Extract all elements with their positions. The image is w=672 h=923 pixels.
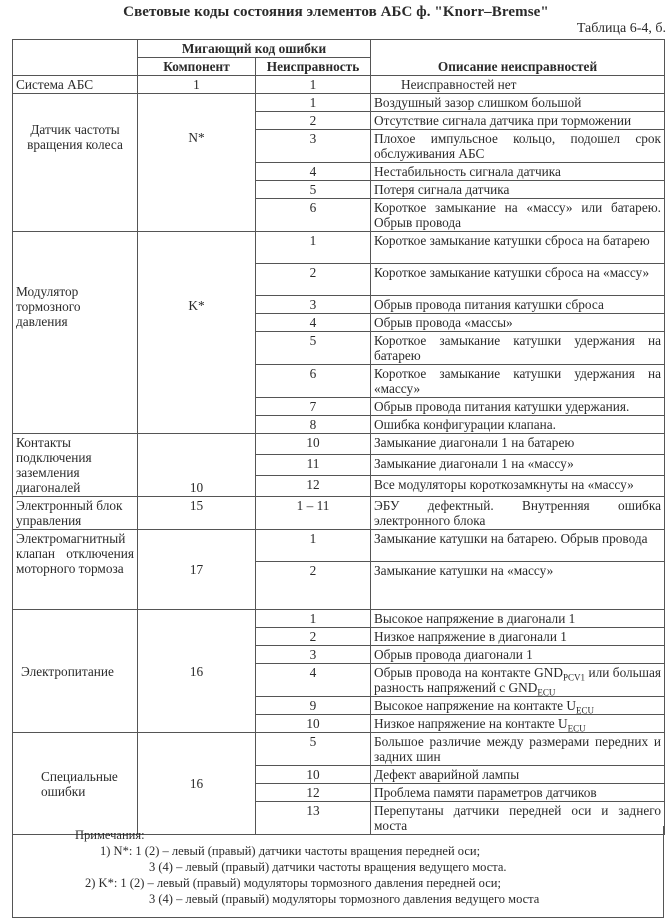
- table-row: [13, 232, 665, 264]
- description-cell: Нестабильность сигнала датчика: [371, 163, 665, 181]
- description-cell: Замыкание катушки на «массу»: [371, 562, 665, 610]
- description-cell: Обрыв провода питания катушки сброса: [371, 296, 665, 314]
- description-cell: Неисправностей нет: [371, 76, 665, 94]
- fault-code-cell: 12: [256, 784, 371, 802]
- table-row: [13, 94, 665, 112]
- page-title: Световые коды состояния элементов АБС ф. "Knorr–Bremse": [123, 4, 549, 20]
- description-cell: Перепутаны датчики передней оси и заднего моста: [371, 802, 665, 835]
- fault-code-cell: 6: [256, 365, 371, 398]
- description-cell: ЭБУ дефектный. Внутренняя ошибка электронного блока: [371, 497, 665, 530]
- fault-code-cell: 9: [256, 697, 371, 715]
- description-cell: Короткое замыкание на «массу» или батарею. Обрыв провода: [371, 199, 665, 232]
- description-cell: Короткое замыкание катушки сброса на батарею: [371, 232, 665, 264]
- description-cell: Плохое импульсное кольцо, подошел срок обслуживания АБС: [371, 130, 665, 163]
- fault-code-cell: 4: [256, 314, 371, 332]
- header-blink-code: Мигающий код ошибки: [138, 40, 371, 58]
- description-cell: Все модуляторы короткозамкнуты на «массу»: [371, 476, 665, 497]
- header-component: Компонент: [138, 58, 256, 76]
- header-system: [13, 58, 138, 76]
- fault-code-cell: 12: [256, 476, 371, 497]
- fault-code-cell: 2: [256, 264, 371, 296]
- description-cell: Обрыв провода диагонали 1: [371, 646, 665, 664]
- description-cell: Дефект аварийной лампы: [371, 766, 665, 784]
- description-cell: Воздушный зазор слишком большой: [371, 94, 665, 112]
- description-cell: Обрыв провода «массы»: [371, 314, 665, 332]
- fault-code-cell: 3: [256, 646, 371, 664]
- table-row: [13, 610, 665, 628]
- description-cell: Замыкание катушки на батарею. Обрыв провода: [371, 530, 665, 562]
- header-empty-right: [371, 40, 665, 58]
- description-cell: Замыкание диагонали 1 на «массу»: [371, 455, 665, 476]
- component-cell: N*: [138, 94, 256, 232]
- description-cell: Проблема памяти параметров датчиков: [371, 784, 665, 802]
- abs-codes-table: [12, 39, 665, 835]
- description-cell: Большое различие между размерами передних и задних шин: [371, 733, 665, 766]
- header-fault: Неисправность: [256, 58, 371, 76]
- fault-code-cell: 4: [256, 664, 371, 697]
- note-1-continued: 3 (4) – левый (правый) датчики частоты вращения ведущего моста.: [149, 860, 507, 874]
- fault-code-cell: 13: [256, 802, 371, 835]
- fault-code-cell: 8: [256, 416, 371, 434]
- system-cell: Модулятор тормозного давления: [13, 232, 138, 434]
- description-cell: Обрыв провода на контакте $GND_{PCV1}$ или большая разность напряжений с $GND_{ECU}$: [371, 664, 665, 697]
- system-cell: Специальные ошибки: [13, 733, 138, 835]
- fault-code-cell: 1: [256, 610, 371, 628]
- system-cell: Электромагнитный клапан отключения моторного тормоза: [13, 530, 138, 610]
- table-row: [13, 497, 665, 530]
- fault-code-cell: 2: [256, 562, 371, 610]
- component-cell: 16: [138, 610, 256, 733]
- fault-code-cell: 2: [256, 628, 371, 646]
- fault-code-cell: 3: [256, 130, 371, 163]
- fault-code-cell: 1: [256, 76, 371, 94]
- description-cell: Короткое замыкание катушки удержания на «массу»: [371, 365, 665, 398]
- description-cell: Потеря сигнала датчика: [371, 181, 665, 199]
- component-cell: 15: [138, 497, 256, 530]
- system-cell: Датчик частоты вращения колеса: [13, 94, 138, 232]
- fault-code-cell: 1: [256, 94, 371, 112]
- table-reference: Таблица 6-4, б.: [576, 21, 666, 36]
- description-cell: Низкое напряжение на контакте $U_{ECU}$: [371, 715, 665, 733]
- description-cell: Короткое замыкание катушки сброса на «массу»: [371, 264, 665, 296]
- description-cell: Короткое замыкание катушки удержания на батарею: [371, 332, 665, 365]
- description-cell: Низкое напряжение в диагонали 1: [371, 628, 665, 646]
- fault-code-cell: 10: [256, 715, 371, 733]
- description-cell: Ошибка конфигурации клапана.: [371, 416, 665, 434]
- system-cell: Электропитание: [13, 610, 138, 733]
- table-row: [13, 76, 665, 94]
- fault-code-cell: 5: [256, 332, 371, 365]
- fault-code-cell: 1 – 11: [256, 497, 371, 530]
- description-cell: Обрыв провода питания катушки удержания.: [371, 398, 665, 416]
- fault-code-cell: 10: [256, 766, 371, 784]
- description-cell: Замыкание диагонали 1 на батарею: [371, 434, 665, 455]
- notes-heading: Примечания:: [75, 828, 145, 842]
- table-row: [13, 434, 665, 455]
- fault-code-cell: 1: [256, 530, 371, 562]
- note-1: 1) N*: 1 (2) – левый (правый) датчики частоты вращения передней оси;: [100, 844, 481, 858]
- description-cell: Высокое напряжение на контакте $U_{ECU}$: [371, 697, 665, 715]
- system-cell: Электронный блок управления: [13, 497, 138, 530]
- notes-block: [12, 826, 664, 918]
- note-2: 2) K*: 1 (2) – левый (правый) модуляторы тормозного давления передней оси;: [85, 876, 501, 890]
- fault-code-cell: 3: [256, 296, 371, 314]
- fault-code-cell: 7: [256, 398, 371, 416]
- fault-code-cell: 4: [256, 163, 371, 181]
- table-row: [13, 733, 665, 766]
- component-cell: 1: [138, 76, 256, 94]
- description-cell: Высокое напряжение в диагонали 1: [371, 610, 665, 628]
- fault-code-cell: 1: [256, 232, 371, 264]
- fault-code-cell: 11: [256, 455, 371, 476]
- fault-code-cell: 6: [256, 199, 371, 232]
- component-cell: 10: [138, 434, 256, 497]
- fault-code-cell: 5: [256, 181, 371, 199]
- table-row: [13, 530, 665, 562]
- fault-code-cell: 2: [256, 112, 371, 130]
- header-description: Описание неисправностей: [371, 58, 665, 76]
- system-cell: Система АБС: [13, 76, 138, 94]
- description-cell: Отсутствие сигнала датчика при торможении: [371, 112, 665, 130]
- fault-code-cell: 5: [256, 733, 371, 766]
- note-2-continued: 3 (4) – левый (правый) модуляторы тормозного давления ведущего моста: [149, 892, 540, 906]
- component-cell: K*: [138, 232, 256, 434]
- component-cell: 16: [138, 733, 256, 835]
- header-empty: [13, 40, 138, 58]
- fault-code-cell: 10: [256, 434, 371, 455]
- component-cell: 17: [138, 530, 256, 610]
- system-cell: Контакты подключения заземления диагоналей: [13, 434, 138, 497]
